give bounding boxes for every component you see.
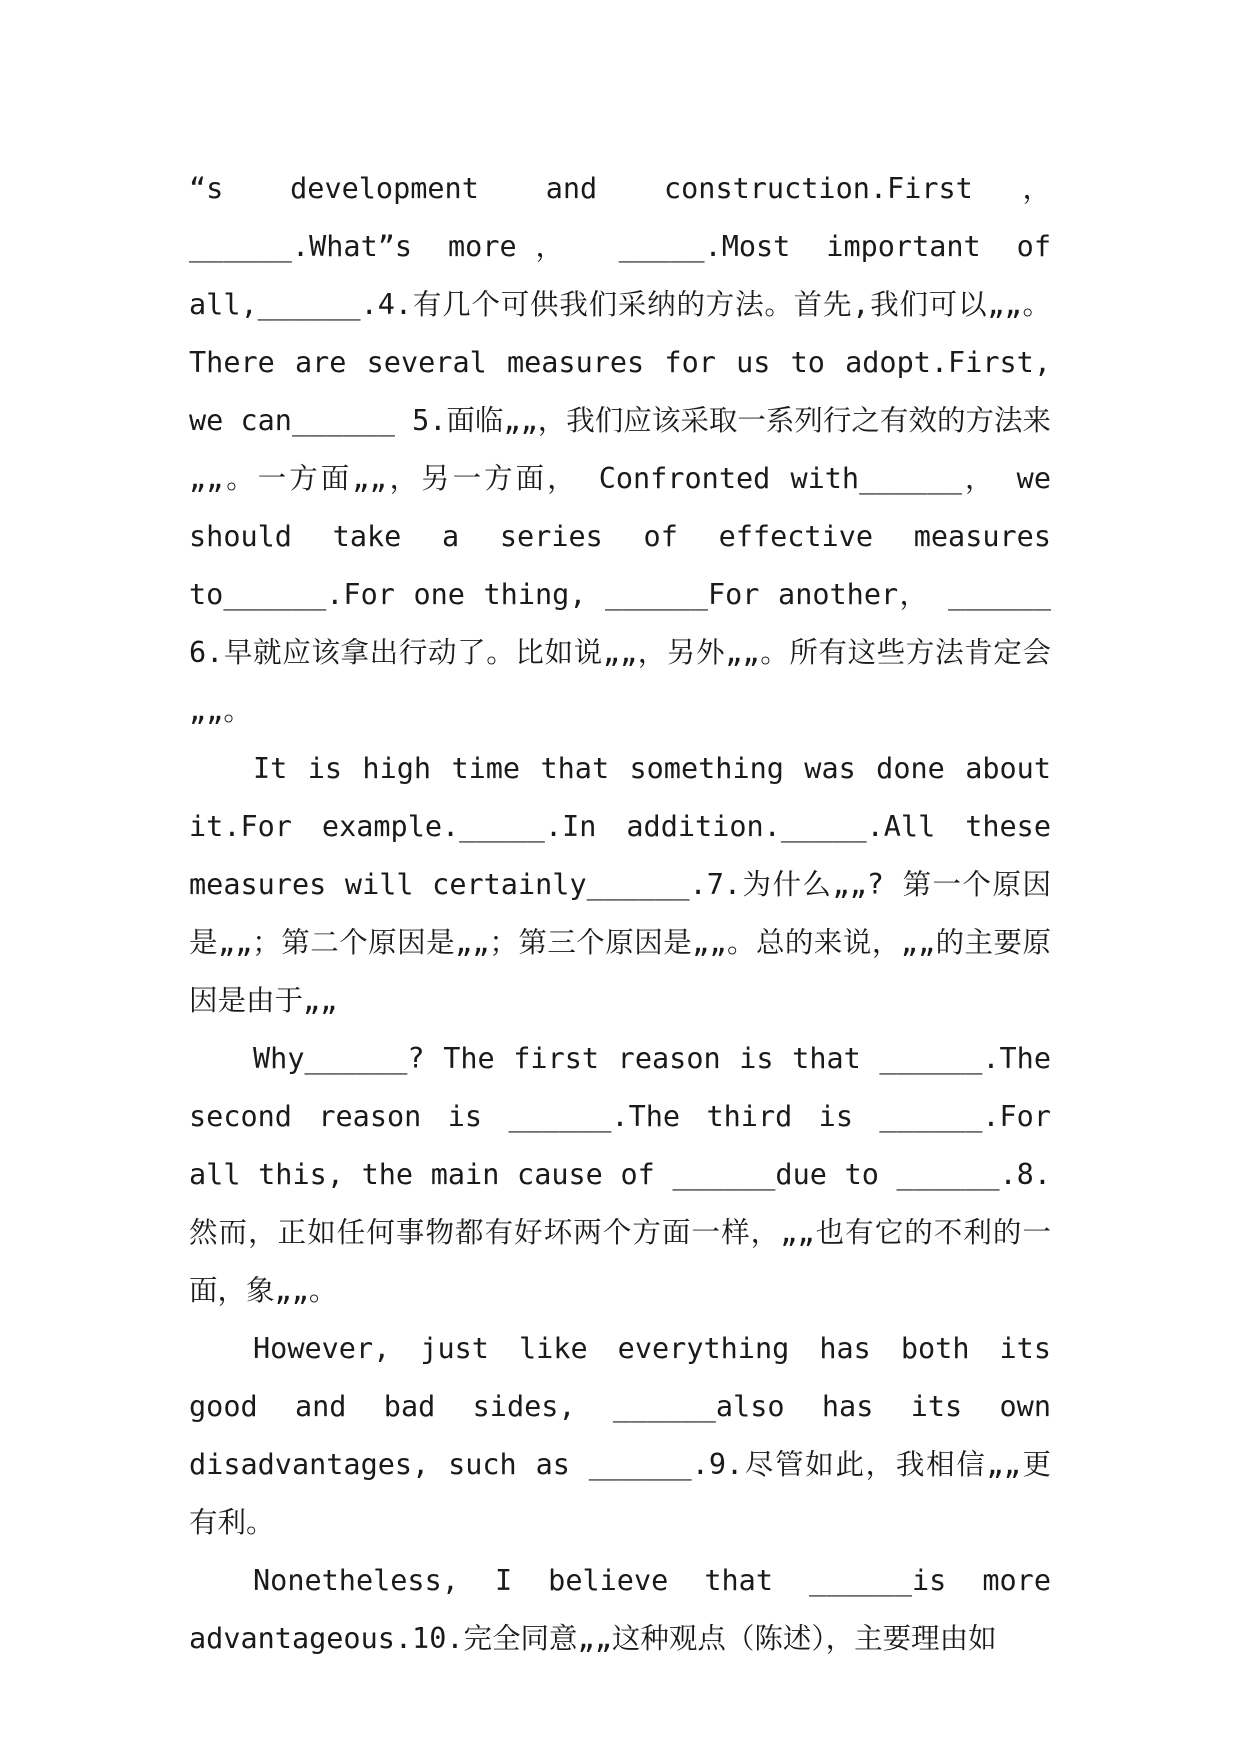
paragraph-3: Why______? The first reason is that ______.The second reason is ______.The third is ______.For all this, the main cause of ______due to ______.8.然而，正如任何事物都有好坏两个方面一样，„„也有它的不利的一面，象„„。 (189, 1042, 1051, 1307)
paragraph-5: Nonetheless, I believe that ______is more advantageous.10.完全同意„„这种观点（陈述），主要理由如 (189, 1564, 1051, 1655)
document-body (189, 160, 1051, 1668)
paragraph-4: However, just like everything has both its good and bad sides, ______also has its own disadvantages, such as ______.9.尽管如此，我相信„„更有利。 (189, 1332, 1051, 1539)
paragraph-2: It is high time that something was done about it.For example._____.In addition._____.All these measures will certainly______.7.为什么„„? 第一个原因是„„；第二个原因是„„；第三个原因是„„。总的来说，„„的主要原因是由于„„ (189, 752, 1051, 1017)
paragraph-1: “s development and construction.First， ______.What”s more， _____.Most important of all,______.4.有几个可供我们采纳的方法。首先,我们可以„„。There are several measures for us to adopt.First, we can______ 5.面临„„，我们应该采取一系列行之有效的方法来„„。一方面„„，另一方面， Confronted with______， we should take a series of effective measures to______.For one thing, ______For another， ______ 6.早就应该拿出行动了。比如说„„，另外„„。所有这些方法肯定会„„。 (189, 172, 1051, 727)
